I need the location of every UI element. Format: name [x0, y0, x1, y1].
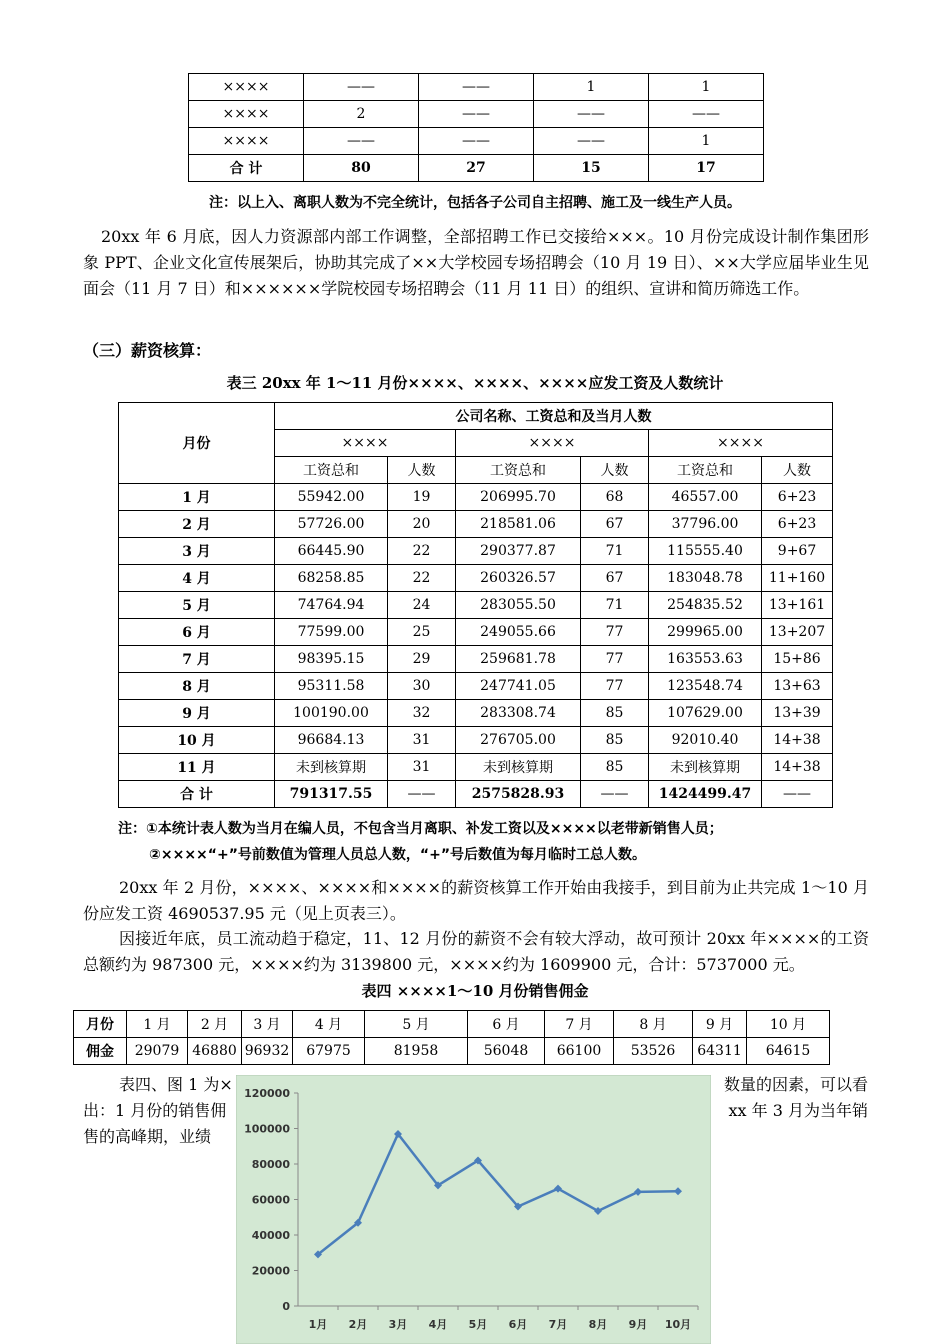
table-cell: 283308.74: [456, 700, 581, 727]
table-cell: 107629.00: [649, 700, 762, 727]
table-cell: 247741.05: [456, 673, 581, 700]
group-header: 公司名称、工资总和及当月人数: [275, 403, 833, 430]
table-cell: 合 计: [189, 155, 304, 182]
commission-cell: 56048: [468, 1038, 545, 1065]
table-cell: 22: [388, 538, 456, 565]
table-cell: ——: [419, 101, 534, 128]
table-row: [119, 592, 833, 619]
table-cell: 283055.50: [456, 592, 581, 619]
x-tick-label: 2月: [348, 1318, 368, 1331]
commission-cell: 81958: [365, 1038, 468, 1065]
y-tick-label: 40000: [251, 1229, 290, 1242]
x-tick-label: 7月: [548, 1318, 568, 1331]
note-salary-line1: 注：①本统计表人数为当月在编人员，不包含当月离职、补发工资以及××××以老带新销售人员；: [118, 821, 723, 837]
table-row: [119, 565, 833, 592]
paragraph-analysis-l3-left: 售的高峰期，业绩: [83, 1127, 212, 1146]
month-cell: 10 月: [747, 1011, 830, 1038]
table-cell: 1: [649, 74, 764, 101]
table-cell: 77599.00: [275, 619, 388, 646]
table-row: [189, 128, 764, 155]
month-cell: 9 月: [693, 1011, 747, 1038]
table-cell: 791317.55: [275, 781, 388, 808]
salary-table: [118, 402, 833, 808]
commission-cell: 64311: [693, 1038, 747, 1065]
table-cell: 13+63: [762, 673, 833, 700]
table-cell: ——: [419, 128, 534, 155]
table-cell: ——: [649, 101, 764, 128]
table-cell: 未到核算期: [275, 754, 388, 781]
paragraph-salary-progress: 20xx 年 2 月份，××××、××××和××××的薪资核算工作开始由我接手，到目前为止共完成 1～10 月份应发工资 4690537.95 元（见上页表三）。: [83, 878, 869, 923]
paragraph-analysis-l2-right: xx 年 3 月为当年销: [728, 1101, 868, 1120]
table-cell: 30: [388, 673, 456, 700]
y-tick-label: 100000: [244, 1122, 290, 1136]
table4-caption: 表四 ××××1～10 月份销售佣金: [361, 982, 589, 1000]
commission-cell: 96932: [242, 1038, 293, 1065]
table-cell: 31: [388, 754, 456, 781]
y-tick-label: 80000: [251, 1158, 290, 1171]
table-cell: ——: [304, 74, 419, 101]
table-cell: 3 月: [119, 538, 275, 565]
table-cell: 100190.00: [275, 700, 388, 727]
table-cell: 71: [581, 592, 649, 619]
table-cell: 74764.94: [275, 592, 388, 619]
headcount-table: [188, 73, 764, 182]
table-cell: 57726.00: [275, 511, 388, 538]
table-cell: 8 月: [119, 673, 275, 700]
table-cell: 68: [581, 484, 649, 511]
table-cell: ××××: [189, 128, 304, 155]
table-cell: ——: [534, 101, 649, 128]
month-header: 月份: [119, 403, 275, 484]
table-cell: 290377.87: [456, 538, 581, 565]
commission-label: 佣金: [74, 1038, 127, 1065]
table-cell: 32: [388, 700, 456, 727]
table-cell: 68258.85: [275, 565, 388, 592]
x-tick-label: 5月: [468, 1318, 488, 1331]
month-cell: 7 月: [545, 1011, 614, 1038]
table-cell: 9 月: [119, 700, 275, 727]
table-cell: 55942.00: [275, 484, 388, 511]
table-cell: 29: [388, 646, 456, 673]
sub-header: 人数: [762, 457, 833, 484]
sub-header: 工资总和: [456, 457, 581, 484]
table-cell: 2 月: [119, 511, 275, 538]
commission-cell: 53526: [614, 1038, 693, 1065]
commission-cell: 64615: [747, 1038, 830, 1065]
table-cell: 98395.15: [275, 646, 388, 673]
paragraph-salary-forecast: 因接近年底，员工流动趋于稳定，11、12 月份的薪资不会有较大浮动，故可预计 20xx 年××××的工资总额约为 987300 元，××××约为 3139800 元，××××约为 1609900 元，合计：5737000 元。: [83, 929, 869, 974]
table-row: [119, 619, 833, 646]
table-cell: ——: [419, 74, 534, 101]
table-cell: 11 月: [119, 754, 275, 781]
commission-cell: 46880: [188, 1038, 242, 1065]
table-cell: 67: [581, 511, 649, 538]
note-salary-line2: ②××××“+”号前数值为管理人员总人数，“+”号后数值为每月临时工总人数。: [149, 847, 647, 863]
table-cell: 13+161: [762, 592, 833, 619]
commission-line-chart: [236, 1075, 711, 1344]
company-header: ××××: [649, 430, 833, 457]
table-cell: 276705.00: [456, 727, 581, 754]
table-cell: 2: [304, 101, 419, 128]
table-cell: 6 月: [119, 619, 275, 646]
table-row: [119, 484, 833, 511]
table-cell: 25: [388, 619, 456, 646]
paragraph-analysis-l1-left: 表四、图 1 为×: [119, 1075, 233, 1094]
table-cell: 206995.70: [456, 484, 581, 511]
table-cell: ××××: [189, 101, 304, 128]
table-cell: 9+67: [762, 538, 833, 565]
sub-header: 工资总和: [275, 457, 388, 484]
paragraph-analysis-l1-right: 数量的因素，可以看: [723, 1075, 868, 1094]
table-cell: 249055.66: [456, 619, 581, 646]
table-cell: 85: [581, 700, 649, 727]
table-cell: ××××: [189, 74, 304, 101]
company-header: ××××: [275, 430, 456, 457]
table-cell: ——: [388, 781, 456, 808]
y-tick-label: 0: [282, 1300, 290, 1313]
table-cell: ——: [534, 128, 649, 155]
table-cell: 77: [581, 673, 649, 700]
table-cell: 183048.78: [649, 565, 762, 592]
table-cell: 37796.00: [649, 511, 762, 538]
table-cell: 254835.52: [649, 592, 762, 619]
x-tick-label: 10月: [664, 1318, 692, 1331]
table-cell: 1424499.47: [649, 781, 762, 808]
month-label: 月份: [74, 1011, 127, 1038]
chart-background: [236, 1075, 711, 1344]
x-tick-label: 1月: [308, 1318, 328, 1331]
sub-header: 人数: [388, 457, 456, 484]
table-cell: 115555.40: [649, 538, 762, 565]
table3-caption: 表三 20xx 年 1～11 月份××××、××××、××××应发工资及人数统计: [226, 374, 724, 392]
table-row: [119, 727, 833, 754]
paragraph-analysis-l2-left: 出：1 月份的销售佣: [83, 1101, 227, 1120]
table-row: [119, 511, 833, 538]
table-row: [119, 700, 833, 727]
table-row: [189, 101, 764, 128]
table-row: [119, 646, 833, 673]
table-cell: 6+23: [762, 511, 833, 538]
table-cell: 218581.06: [456, 511, 581, 538]
table-cell: 46557.00: [649, 484, 762, 511]
paragraph-recruitment: 20xx 年 6 月底，因人力资源部内部工作调整，全部招聘工作已交接给×××。10 月份完成设计制作集团形象 PPT、企业文化宣传展架后，协助其完成了××大学校园专场招聘会（10 月 19 日）、××大学应届毕业生见面会（11 月 7 日）和××××××学院校园专场招聘会（11 月 11 日）的组织、宣讲和简历筛选工作。: [83, 227, 869, 298]
company-header: ××××: [456, 430, 649, 457]
table-cell: 85: [581, 727, 649, 754]
commission-table: [73, 1010, 830, 1065]
table-cell: 6+23: [762, 484, 833, 511]
commission-cell: 67975: [293, 1038, 365, 1065]
table-cell: 11+160: [762, 565, 833, 592]
table-cell: 31: [388, 727, 456, 754]
table-cell: 13+207: [762, 619, 833, 646]
table-cell: ——: [581, 781, 649, 808]
table-row: [119, 754, 833, 781]
table-cell: 15: [534, 155, 649, 182]
table-cell: 5 月: [119, 592, 275, 619]
month-cell: 1 月: [127, 1011, 188, 1038]
month-cell: 5 月: [365, 1011, 468, 1038]
table-row: [119, 538, 833, 565]
table-cell: 4 月: [119, 565, 275, 592]
table-cell: 66445.90: [275, 538, 388, 565]
table-cell: 96684.13: [275, 727, 388, 754]
table-cell: 14+38: [762, 754, 833, 781]
table-cell: 24: [388, 592, 456, 619]
x-tick-label: 3月: [388, 1318, 408, 1331]
table-cell: 123548.74: [649, 673, 762, 700]
table-cell: 77: [581, 646, 649, 673]
table-cell: 10 月: [119, 727, 275, 754]
month-cell: 2 月: [188, 1011, 242, 1038]
table-cell: 92010.40: [649, 727, 762, 754]
note-headcount: 注：以上入、离职人数为不完全统计，包括各子公司自主招聘、施工及一线生产人员。: [209, 195, 741, 211]
table-cell: 1: [649, 128, 764, 155]
table-cell: 未到核算期: [649, 754, 762, 781]
table-cell: 14+38: [762, 727, 833, 754]
table-cell: 19: [388, 484, 456, 511]
section-title-salary: （三）薪资核算：: [83, 341, 212, 360]
x-tick-label: 4月: [428, 1318, 448, 1331]
table-cell: 27: [419, 155, 534, 182]
total-row: [119, 781, 833, 808]
commission-cell: 29079: [127, 1038, 188, 1065]
y-tick-label: 60000: [251, 1193, 290, 1207]
table-row: [189, 74, 764, 101]
sub-header: 人数: [581, 457, 649, 484]
table-cell: 299965.00: [649, 619, 762, 646]
month-cell: 4 月: [293, 1011, 365, 1038]
table-row: [119, 673, 833, 700]
table-cell: ——: [762, 781, 833, 808]
table-cell: 67: [581, 565, 649, 592]
table-cell: 20: [388, 511, 456, 538]
table-cell: 95311.58: [275, 673, 388, 700]
y-tick-label: 20000: [251, 1264, 290, 1278]
table-cell: 1: [534, 74, 649, 101]
table-cell: 1 月: [119, 484, 275, 511]
month-cell: 3 月: [242, 1011, 293, 1038]
table-cell: 2575828.93: [456, 781, 581, 808]
table-cell: 163553.63: [649, 646, 762, 673]
table-cell: 260326.57: [456, 565, 581, 592]
table-cell: 80: [304, 155, 419, 182]
table-cell: 7 月: [119, 646, 275, 673]
table-cell: 13+39: [762, 700, 833, 727]
month-cell: 6 月: [468, 1011, 545, 1038]
table-cell: 71: [581, 538, 649, 565]
x-tick-label: 9月: [628, 1318, 648, 1331]
table-cell: 15+86: [762, 646, 833, 673]
total-row: [189, 155, 764, 182]
table-cell: 17: [649, 155, 764, 182]
table-cell: ——: [304, 128, 419, 155]
table-cell: 未到核算期: [456, 754, 581, 781]
x-tick-label: 6月: [508, 1318, 528, 1331]
table-cell: 22: [388, 565, 456, 592]
y-tick-label: 120000: [244, 1087, 290, 1100]
month-cell: 8 月: [614, 1011, 693, 1038]
table-cell: 77: [581, 619, 649, 646]
x-tick-label: 8月: [588, 1318, 608, 1331]
table-cell: 85: [581, 754, 649, 781]
table-cell: 合 计: [119, 781, 275, 808]
commission-cell: 66100: [545, 1038, 614, 1065]
table-cell: 259681.78: [456, 646, 581, 673]
sub-header: 工资总和: [649, 457, 762, 484]
